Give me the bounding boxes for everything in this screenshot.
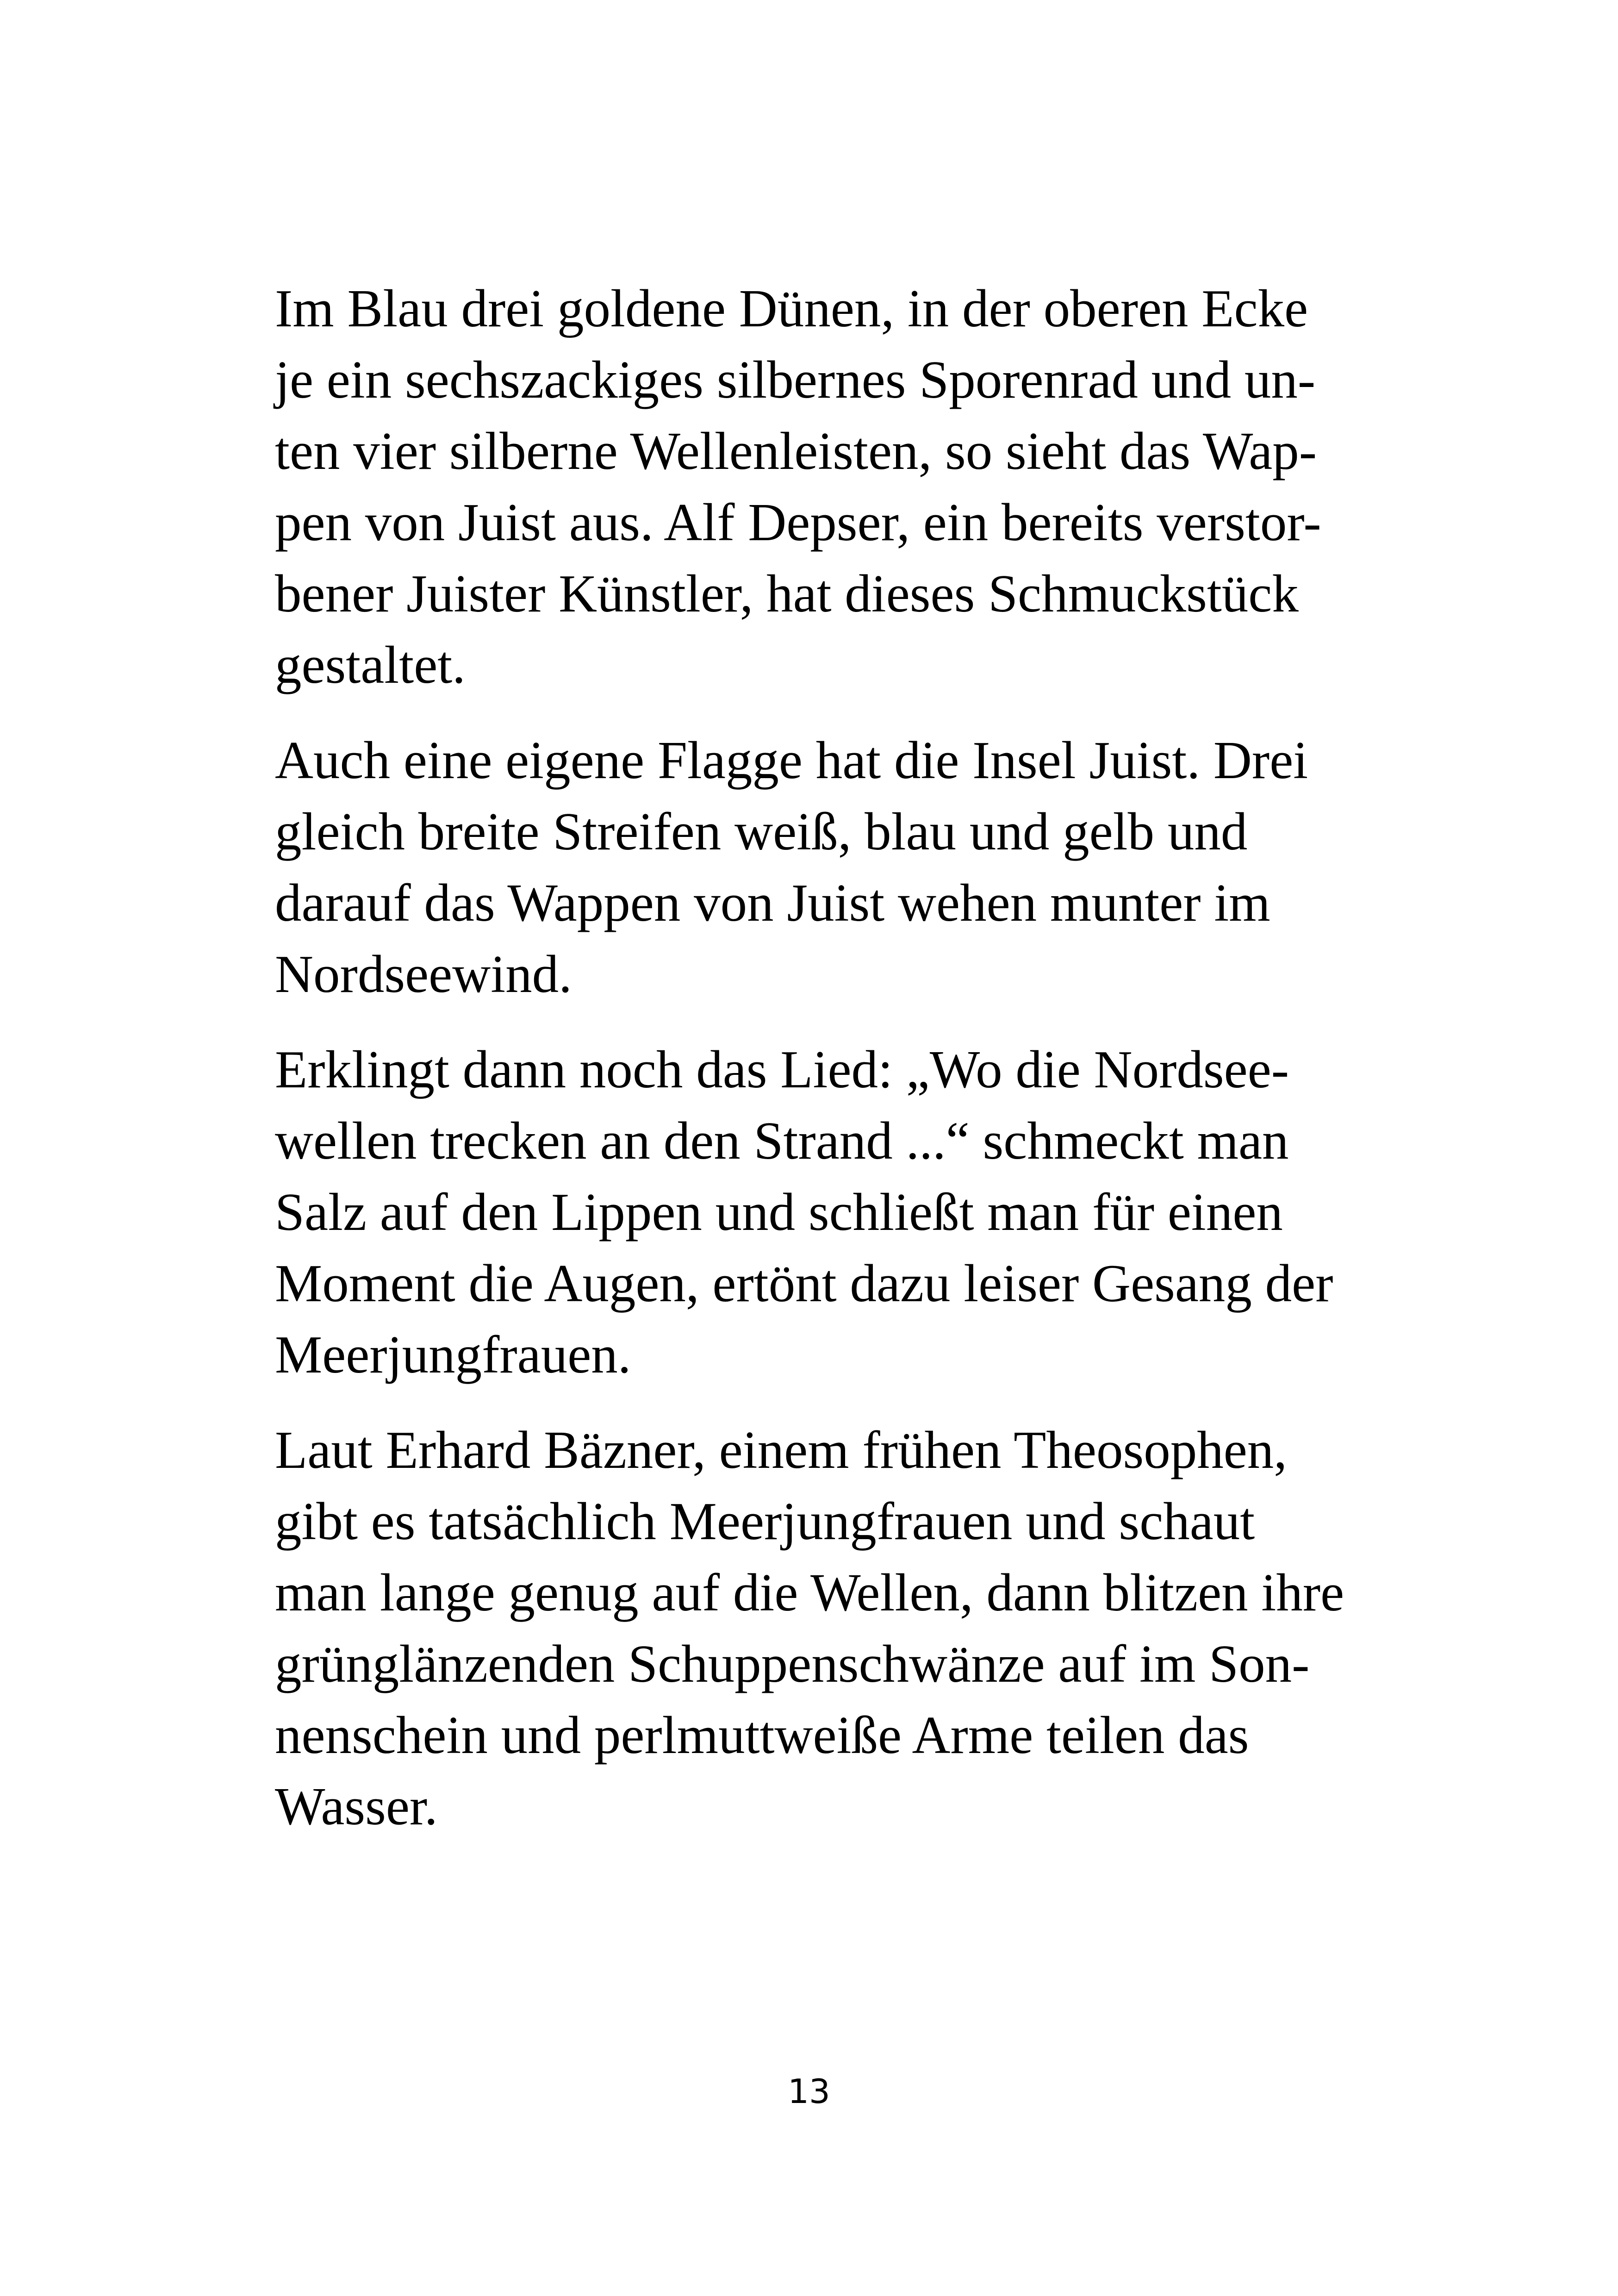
paragraph-flag (275, 725, 1386, 1010)
text-line: Auch eine eigene Flagge hat die Insel Juist. Drei (275, 731, 1308, 790)
text-line: Wasser. (275, 1777, 438, 1836)
text-line: man lange genug auf die Wellen, dann blitzen ihre (275, 1563, 1344, 1622)
paragraph-mermaids (275, 1415, 1386, 1842)
text-line: pen von Juist aus. Alf Depser, ein bereits verstor- (275, 493, 1321, 552)
text-line: Nordseewind. (275, 945, 572, 1004)
text-line: je ein sechszackiges silbernes Sporenrad und un- (275, 350, 1316, 409)
text-line: Moment die Augen, ertönt dazu leiser Gesang der (275, 1254, 1333, 1313)
text-line: Erklingt dann noch das Lied: „Wo die Nordsee- (275, 1040, 1289, 1099)
paragraph-coat-of-arms (275, 273, 1386, 701)
text-line: grünglänzenden Schuppenschwänze auf im Son- (275, 1635, 1310, 1693)
text-line: Meerjungfrauen. (275, 1325, 631, 1384)
text-line: bener Juister Künstler, hat dieses Schmuckstück (275, 564, 1299, 623)
text-line: ten vier silberne Wellenleisten, so sieht das Wap- (275, 422, 1317, 480)
text-line: Laut Erhard Bäzner, einem frühen Theosophen, (275, 1421, 1288, 1479)
text-line: Im Blau drei goldene Dünen, in der oberen Ecke (275, 279, 1308, 338)
text-line: nenschein und perlmuttweiße Arme teilen das (275, 1706, 1249, 1765)
page-number: 13 (788, 2072, 830, 2111)
text-line: gibt es tatsächlich Meerjungfrauen und schaut (275, 1492, 1255, 1551)
text-line: Salz auf den Lippen und schließt man für einen (275, 1183, 1283, 1242)
text-line: gleich breite Streifen weiß, blau und gelb und (275, 802, 1248, 861)
text-line: gestaltet. (275, 636, 466, 694)
body-text (275, 273, 1386, 1866)
text-line: wellen trecken an den Strand ...“ schmeckt man (275, 1111, 1289, 1170)
text-line: darauf das Wappen von Juist wehen munter im (275, 873, 1270, 932)
paragraph-song (275, 1034, 1386, 1391)
